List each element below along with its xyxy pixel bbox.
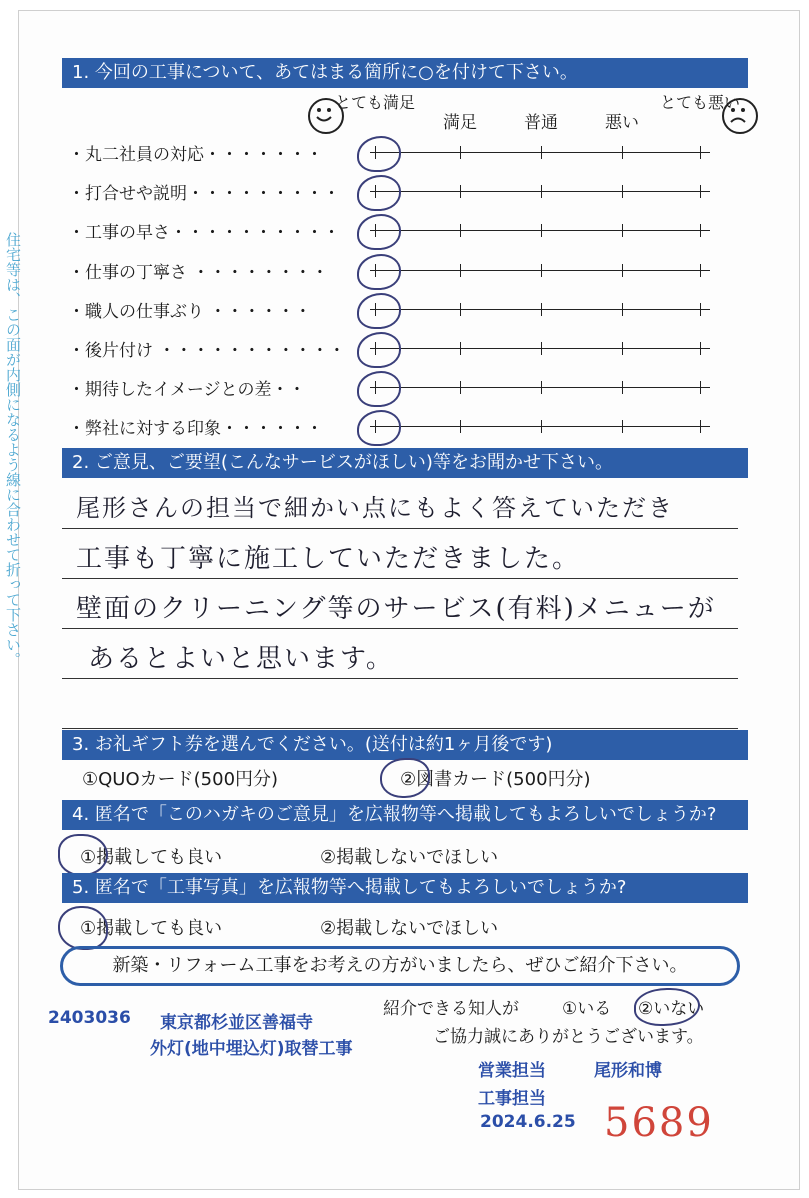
handwritten-number: 5689 bbox=[604, 1100, 714, 1146]
q5-option-2[interactable]: ②掲載しないでほしい bbox=[320, 918, 499, 939]
q1-row-5-tick-4[interactable] bbox=[700, 342, 701, 355]
referral-question: 紹介できる知人が bbox=[383, 999, 519, 1019]
q1-row-5-tick-2[interactable] bbox=[541, 342, 542, 355]
q1-row-6-tick-2[interactable] bbox=[541, 381, 542, 394]
q1-row-3-selection-circle bbox=[357, 254, 401, 290]
q4-title: 4. 匿名で「このハガキのご意見」を広報物等へ掲載してもよろしいでしょうか? bbox=[62, 800, 748, 830]
q5-option-1[interactable]: ①掲載しても良い bbox=[80, 918, 223, 939]
q2-ruled-line-4 bbox=[62, 728, 738, 729]
q1-row-line-0 bbox=[370, 152, 710, 153]
referral-banner: 新築・リフォーム工事をお考えの方がいましたら、ぜひご紹介下さい。 bbox=[60, 946, 740, 986]
q2-ruled-line-3 bbox=[62, 678, 738, 679]
q3-title: 3. お礼ギフト券を選んでください。(送付は約1ヶ月後です) bbox=[62, 730, 748, 760]
q1-row-3-tick-2[interactable] bbox=[541, 264, 542, 277]
q4-selection-circle bbox=[58, 834, 108, 876]
scale-label-4: とても悪い bbox=[660, 93, 741, 112]
construction-label: 工事担当 bbox=[478, 1089, 546, 1109]
thanks-text: ご協力誠にありがとうございます。 bbox=[433, 1027, 704, 1047]
q1-row-label-6: ・期待したイメージとの差・・ bbox=[68, 380, 306, 401]
q1-row-4-tick-4[interactable] bbox=[700, 303, 701, 316]
sales-name: 尾形和博 bbox=[594, 1061, 662, 1081]
scale-label-3: 悪い bbox=[605, 113, 639, 133]
q1-row-line-2 bbox=[370, 230, 710, 231]
stamp-id: 2403036 bbox=[48, 1008, 131, 1028]
q1-row-0-tick-2[interactable] bbox=[541, 146, 542, 159]
q1-row-1-tick-1[interactable] bbox=[460, 185, 461, 198]
q1-row-4-tick-3[interactable] bbox=[622, 303, 623, 316]
scale-label-1: 満足 bbox=[443, 113, 477, 133]
q2-title: 2. ご意見、ご要望(こんなサービスがほしい)等をお聞かせ下さい。 bbox=[62, 448, 748, 478]
q1-row-1-selection-circle bbox=[357, 175, 401, 211]
sales-label: 営業担当 bbox=[478, 1061, 546, 1081]
q1-row-line-3 bbox=[370, 270, 710, 271]
scale-label-2: 普通 bbox=[524, 113, 558, 133]
q1-row-label-7: ・弊社に対する印象・・・・・・ bbox=[68, 419, 323, 440]
q1-row-2-tick-4[interactable] bbox=[700, 224, 701, 237]
q1-row-0-selection-circle bbox=[357, 136, 401, 172]
referral-option-yes[interactable]: ①いる bbox=[562, 999, 612, 1019]
q1-row-6-tick-3[interactable] bbox=[622, 381, 623, 394]
q1-row-7-tick-2[interactable] bbox=[541, 420, 542, 433]
referral-option-no[interactable]: ②いない bbox=[638, 999, 705, 1019]
q1-row-label-0: ・丸二社員の対応・・・・・・・ bbox=[68, 145, 323, 165]
q1-row-4-tick-1[interactable] bbox=[460, 303, 461, 316]
stamp-address: 東京都杉並区善福寺 bbox=[160, 1013, 313, 1033]
q1-row-1-tick-3[interactable] bbox=[622, 185, 623, 198]
q2-ruled-line-1 bbox=[62, 578, 738, 579]
q1-row-line-1 bbox=[370, 191, 710, 192]
stamp-date: 2024.6.25 bbox=[480, 1112, 576, 1132]
q5-title: 5. 匿名で「工事写真」を広報物等へ掲載してもよろしいでしょうか? bbox=[62, 873, 748, 903]
q1-row-3-tick-4[interactable] bbox=[700, 264, 701, 277]
q1-row-5-tick-3[interactable] bbox=[622, 342, 623, 355]
q1-row-2-tick-2[interactable] bbox=[541, 224, 542, 237]
q1-row-label-5: ・後片付け ・・・・・・・・・・・ bbox=[68, 341, 346, 361]
q2-handwritten-line-2: 壁面のクリーニング等のサービス(有料)メニューが bbox=[76, 594, 716, 624]
q1-row-label-2: ・工事の早さ・・・・・・・・・・ bbox=[68, 223, 340, 244]
q1-row-2-tick-3[interactable] bbox=[622, 224, 623, 237]
q1-row-6-selection-circle bbox=[357, 371, 401, 407]
q1-row-3-tick-3[interactable] bbox=[622, 264, 623, 277]
q1-row-7-tick-1[interactable] bbox=[460, 420, 461, 433]
q1-row-6-tick-4[interactable] bbox=[700, 381, 701, 394]
q1-row-0-tick-3[interactable] bbox=[622, 146, 623, 159]
scale-label-0: とても満足 bbox=[335, 93, 416, 112]
q1-row-1-tick-2[interactable] bbox=[541, 185, 542, 198]
q1-row-3-tick-1[interactable] bbox=[460, 264, 461, 277]
side-fold-note: 住宅等は、この面が内側になるよう線に合わせて折って下さい。 bbox=[4, 232, 22, 667]
q1-row-label-1: ・打合せや説明・・・・・・・・・ bbox=[68, 184, 340, 205]
q5-selection-circle bbox=[58, 906, 108, 950]
q2-ruled-line-0 bbox=[62, 528, 738, 529]
q1-row-1-tick-4[interactable] bbox=[700, 185, 701, 198]
q1-row-5-selection-circle bbox=[357, 332, 401, 368]
q1-title: 1. 今回の工事について、あてはまる箇所に○を付けて下さい。 bbox=[62, 58, 748, 88]
q3-selection-circle bbox=[380, 758, 430, 798]
q1-row-5-tick-1[interactable] bbox=[460, 342, 461, 355]
q4-option-1[interactable]: ①掲載しても良い bbox=[80, 847, 223, 868]
q4-option-2[interactable]: ②掲載しないでほしい bbox=[320, 847, 499, 868]
q2-handwritten-line-3: あるとよいと思います。 bbox=[88, 644, 394, 674]
q1-row-0-tick-1[interactable] bbox=[460, 146, 461, 159]
q3-option-2[interactable]: ②図書カード(500円分) bbox=[400, 769, 591, 790]
q2-ruled-line-2 bbox=[62, 628, 738, 629]
q2-handwritten-line-0: 尾形さんの担当で細かい点にもよく答えていただき bbox=[76, 494, 674, 522]
q3-option-1[interactable]: ①QUOカード(500円分) bbox=[82, 769, 279, 790]
q2-handwritten-line-1: 工事も丁寧に施工していただきました。 bbox=[76, 544, 581, 574]
q1-row-line-7 bbox=[370, 426, 710, 427]
q1-row-0-tick-4[interactable] bbox=[700, 146, 701, 159]
q1-row-7-tick-3[interactable] bbox=[622, 420, 623, 433]
q1-row-label-3: ・仕事の丁寧さ ・・・・・・・・ bbox=[68, 262, 329, 283]
q1-row-line-6 bbox=[370, 387, 710, 388]
q1-row-4-tick-2[interactable] bbox=[541, 303, 542, 316]
q1-row-6-tick-1[interactable] bbox=[460, 381, 461, 394]
stamp-work: 外灯(地中埋込灯)取替工事 bbox=[150, 1039, 353, 1059]
q1-row-label-4: ・職人の仕事ぶり ・・・・・・ bbox=[68, 301, 312, 322]
q1-row-4-selection-circle bbox=[357, 293, 401, 329]
q1-row-2-tick-1[interactable] bbox=[460, 224, 461, 237]
q1-row-line-5 bbox=[370, 348, 710, 349]
q1-row-7-tick-4[interactable] bbox=[700, 420, 701, 433]
q1-row-line-4 bbox=[370, 309, 710, 310]
